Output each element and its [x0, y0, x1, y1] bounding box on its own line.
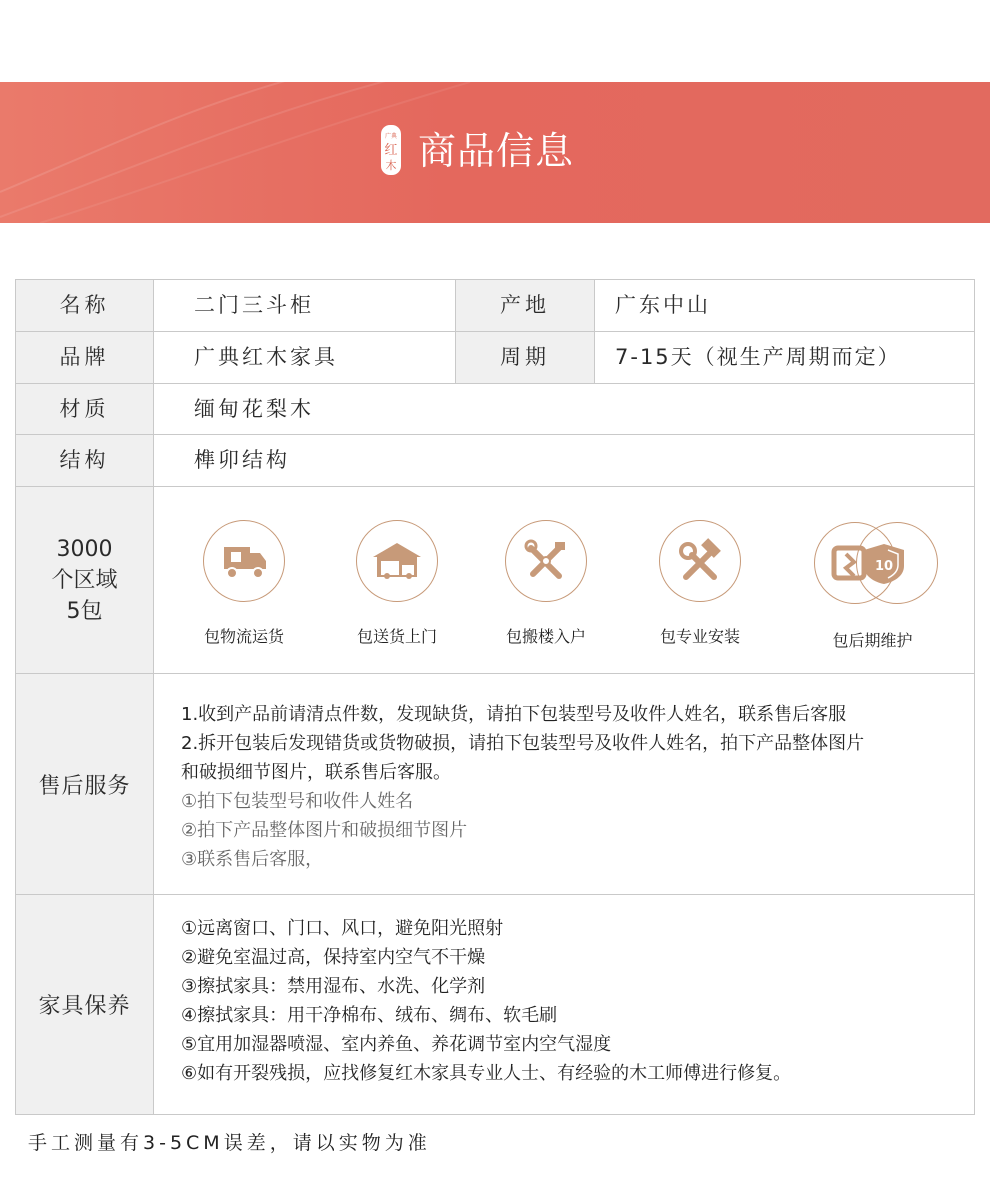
- service-item-logistics: [184, 520, 304, 647]
- service-label: 包专业安装: [659, 627, 740, 646]
- svg-text:木: 木: [385, 159, 397, 172]
- care-line: ①远离窗口、门口、风口，避免阳光照射: [181, 918, 504, 939]
- services-label-line: 5包: [66, 598, 103, 624]
- care-line: ②避免室温过高，保持室内空气不干燥: [181, 947, 486, 968]
- care-line: ⑥如有开裂残损，应找修复红木家具专业人士、有经验的木工师傅进行修复。: [181, 1063, 792, 1084]
- care-label: 家具保养: [15, 894, 154, 1115]
- services-label-line: 个区域: [51, 567, 118, 593]
- shield-ten-icon: [830, 540, 920, 586]
- origin-label: 产地: [455, 279, 595, 332]
- structure-value: 榫卯结构: [153, 434, 975, 487]
- service-item-delivery: [337, 520, 457, 647]
- service-label: 包后期维护: [832, 631, 913, 650]
- after-sales-step: ①拍下包装型号和收件人姓名: [181, 791, 414, 812]
- service-label: 包物流运货: [203, 627, 284, 646]
- after-sales-step: ③联系售后客服，: [181, 849, 324, 870]
- seal-logo-icon: [380, 124, 402, 176]
- svg-text:广典: 广典: [384, 133, 398, 140]
- origin-value: 广东中山: [594, 279, 975, 332]
- logistics-truck-icon: [218, 539, 270, 583]
- services-label: [15, 486, 154, 674]
- service-item-carry: [486, 520, 606, 647]
- service-circle: [203, 520, 285, 602]
- measurement-note: 手工测量有3-5CM误差，请以实物为准: [28, 1132, 431, 1154]
- name-value: 二门三斗柜: [153, 279, 456, 332]
- care-line: ⑤宜用加湿器喷湿、室内养鱼、养花调节室内空气湿度: [181, 1034, 612, 1055]
- after-sales-text: [181, 700, 864, 874]
- after-sales-line: 2.拆开包装后发现错货或货物破损，请拍下包装型号及收件人姓名，拍下产品整体图片: [181, 733, 865, 754]
- brand-value: 广典红木家具: [153, 331, 456, 384]
- svg-text:10: 10: [874, 559, 893, 574]
- after-sales-label: 售后服务: [15, 673, 154, 895]
- services-label-line: 3000: [56, 536, 113, 562]
- care-line: ③擦拭家具：禁用湿布、水洗、化学剂: [181, 976, 486, 997]
- service-item-install: [640, 520, 760, 647]
- maintenance-circles: [808, 520, 938, 606]
- tools-cross-icon: [521, 536, 571, 586]
- care-line: ④擦拭家具：用干净棉布、绒布、绸布、软毛刷: [181, 1005, 558, 1026]
- service-label: 包搬楼入户: [505, 627, 586, 646]
- service-circle: [505, 520, 587, 602]
- hammer-wrench-icon: [676, 537, 724, 585]
- svg-text:红: 红: [384, 143, 398, 158]
- after-sales-step: ②拍下产品整体图片和破损细节图片: [181, 820, 468, 841]
- after-sales-line: 1.收到产品前请清点件数，发现缺货，请拍下包装型号及收件人姓名，联系售后客服: [181, 704, 847, 725]
- material-value: 缅甸花梨木: [153, 383, 975, 435]
- period-value: 7-15天（视生产周期而定）: [594, 331, 975, 384]
- brand-label: 品牌: [15, 331, 154, 384]
- service-label: 包送货上门: [356, 627, 437, 646]
- service-circle: [659, 520, 741, 602]
- care-text: [181, 914, 791, 1088]
- page-title: 商品信息: [418, 129, 575, 173]
- material-label: 材质: [15, 383, 154, 435]
- service-item-maintenance: [790, 520, 955, 651]
- period-label: 周期: [455, 331, 595, 384]
- service-circle: [356, 520, 438, 602]
- delivery-house-icon: [369, 539, 425, 583]
- name-label: 名称: [15, 279, 154, 332]
- after-sales-line: 和破损细节图片，联系售后客服。: [181, 762, 451, 783]
- structure-label: 结构: [15, 434, 154, 487]
